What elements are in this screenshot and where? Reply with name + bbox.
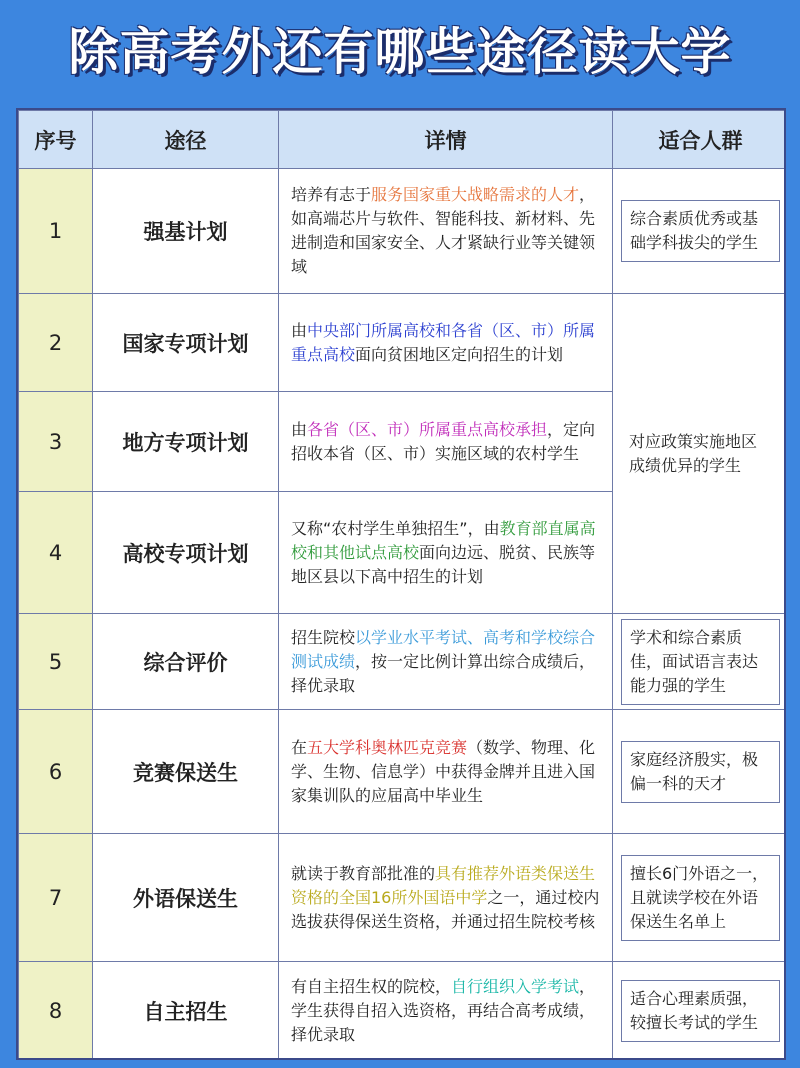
table-header-row	[19, 111, 787, 169]
detail-highlight: 服务国家重大战略需求的人才	[371, 185, 580, 204]
row-detail	[279, 492, 613, 614]
row-index: 6	[19, 710, 93, 834]
detail-text: 之一，通过校内选拔获得保送生资格，并通过招生院校考核	[291, 887, 600, 931]
row-path: 竞赛保送生	[93, 710, 279, 834]
row-index: 1	[19, 169, 93, 294]
page-title: 除高考外还有哪些途径读大学	[68, 23, 732, 81]
row-index: 4	[19, 492, 93, 614]
row-path: 强基计划	[93, 169, 279, 294]
suitable-text: 对应政策实施地区成绩优异的学生	[629, 431, 758, 475]
row-suitable	[613, 834, 787, 962]
detail-text: （数学、物理、化学、生物、信息学）中获得金牌并且进入国家集训队的应届高中毕业生	[291, 737, 596, 805]
detail-highlight: 自行组织入学考试	[451, 977, 580, 996]
detail-text: 由	[291, 320, 308, 340]
suitable-text: 综合素质优秀或基础学科拔尖的学生	[621, 200, 780, 262]
suitable-text: 家庭经济殷实，极偏一科的天才	[621, 741, 780, 803]
row-index: 3	[19, 392, 93, 492]
table-row	[19, 294, 787, 392]
row-suitable	[613, 169, 787, 294]
row-suitable	[613, 614, 787, 710]
detail-highlight: 教育部直属高校和其他试点高校	[291, 518, 596, 562]
detail-text: ，定向招收本省（区、市）实施区域的农村学生	[291, 419, 596, 463]
routes-table	[18, 110, 786, 1060]
table-row	[19, 614, 787, 710]
table-row	[19, 962, 787, 1061]
header-suitable: 适合人群	[613, 111, 787, 169]
detail-highlight: 各省（区、市）所属重点高校承担	[307, 419, 548, 439]
row-path: 高校专项计划	[93, 492, 279, 614]
row-detail	[279, 834, 613, 962]
row-path: 外语保送生	[93, 834, 279, 962]
row-detail	[279, 169, 613, 294]
detail-text: 面向贫困地区定向招生的计划	[355, 344, 564, 364]
row-detail	[279, 962, 613, 1061]
row-detail	[279, 392, 613, 492]
row-detail	[279, 614, 613, 710]
detail-highlight: 五大学科奥林匹克竞赛	[307, 737, 468, 757]
row-detail	[279, 294, 613, 392]
detail-text: 又称“农村学生单独招生”，由	[291, 518, 500, 538]
row-path: 地方专项计划	[93, 392, 279, 492]
detail-text: 面向边远、脱贫、民族等地区县以下高中招生的计划	[291, 542, 596, 586]
row-index: 2	[19, 294, 93, 392]
row-index: 5	[19, 614, 93, 710]
suitable-text: 擅长6门外语之一，且就读学校在外语保送生名单上	[621, 855, 780, 941]
row-path: 自主招生	[93, 962, 279, 1061]
row-detail	[279, 710, 613, 834]
table-row	[19, 710, 787, 834]
table-row	[19, 834, 787, 962]
detail-text: 有自主招生权的院校，	[291, 977, 452, 996]
row-suitable-merged	[613, 294, 787, 614]
detail-text: ，按一定比例计算出综合成绩后，择优录取	[291, 651, 596, 695]
header-detail: 详情	[279, 111, 613, 169]
row-path: 综合评价	[93, 614, 279, 710]
detail-text: ，如高端芯片与软件、智能科技、新材料、先进制造和国家安全、人才紧缺行业等关键领域	[291, 185, 596, 276]
detail-text: 招生院校	[291, 627, 356, 647]
table-row	[19, 169, 787, 294]
row-suitable	[613, 710, 787, 834]
detail-highlight: 具有推荐外语类保送生资格的全国16所外国语中学	[291, 863, 596, 907]
suitable-text: 适合心理素质强，较擅长考试的学生	[621, 980, 780, 1042]
detail-text: 培养有志于	[291, 185, 372, 204]
detail-highlight: 中央部门所属高校和各省（区、市）所属重点高校	[291, 320, 596, 364]
detail-text: 就读于教育部批准的	[291, 863, 436, 883]
row-index: 7	[19, 834, 93, 962]
row-path: 国家专项计划	[93, 294, 279, 392]
row-suitable	[613, 962, 787, 1061]
header-index: 序号	[19, 111, 93, 169]
routes-table-card	[16, 108, 786, 1060]
detail-highlight: 以学业水平考试、高考和学校综合测试成绩	[291, 627, 596, 671]
suitable-text: 学术和综合素质佳，面试语言表达能力强的学生	[621, 619, 780, 705]
row-index: 8	[19, 962, 93, 1061]
detail-text: 在	[291, 737, 308, 757]
detail-text: ，学生获得自招入选资格，再结合高考成绩，择优录取	[291, 977, 596, 1044]
detail-text: 由	[291, 419, 308, 439]
header-path: 途径	[93, 111, 279, 169]
